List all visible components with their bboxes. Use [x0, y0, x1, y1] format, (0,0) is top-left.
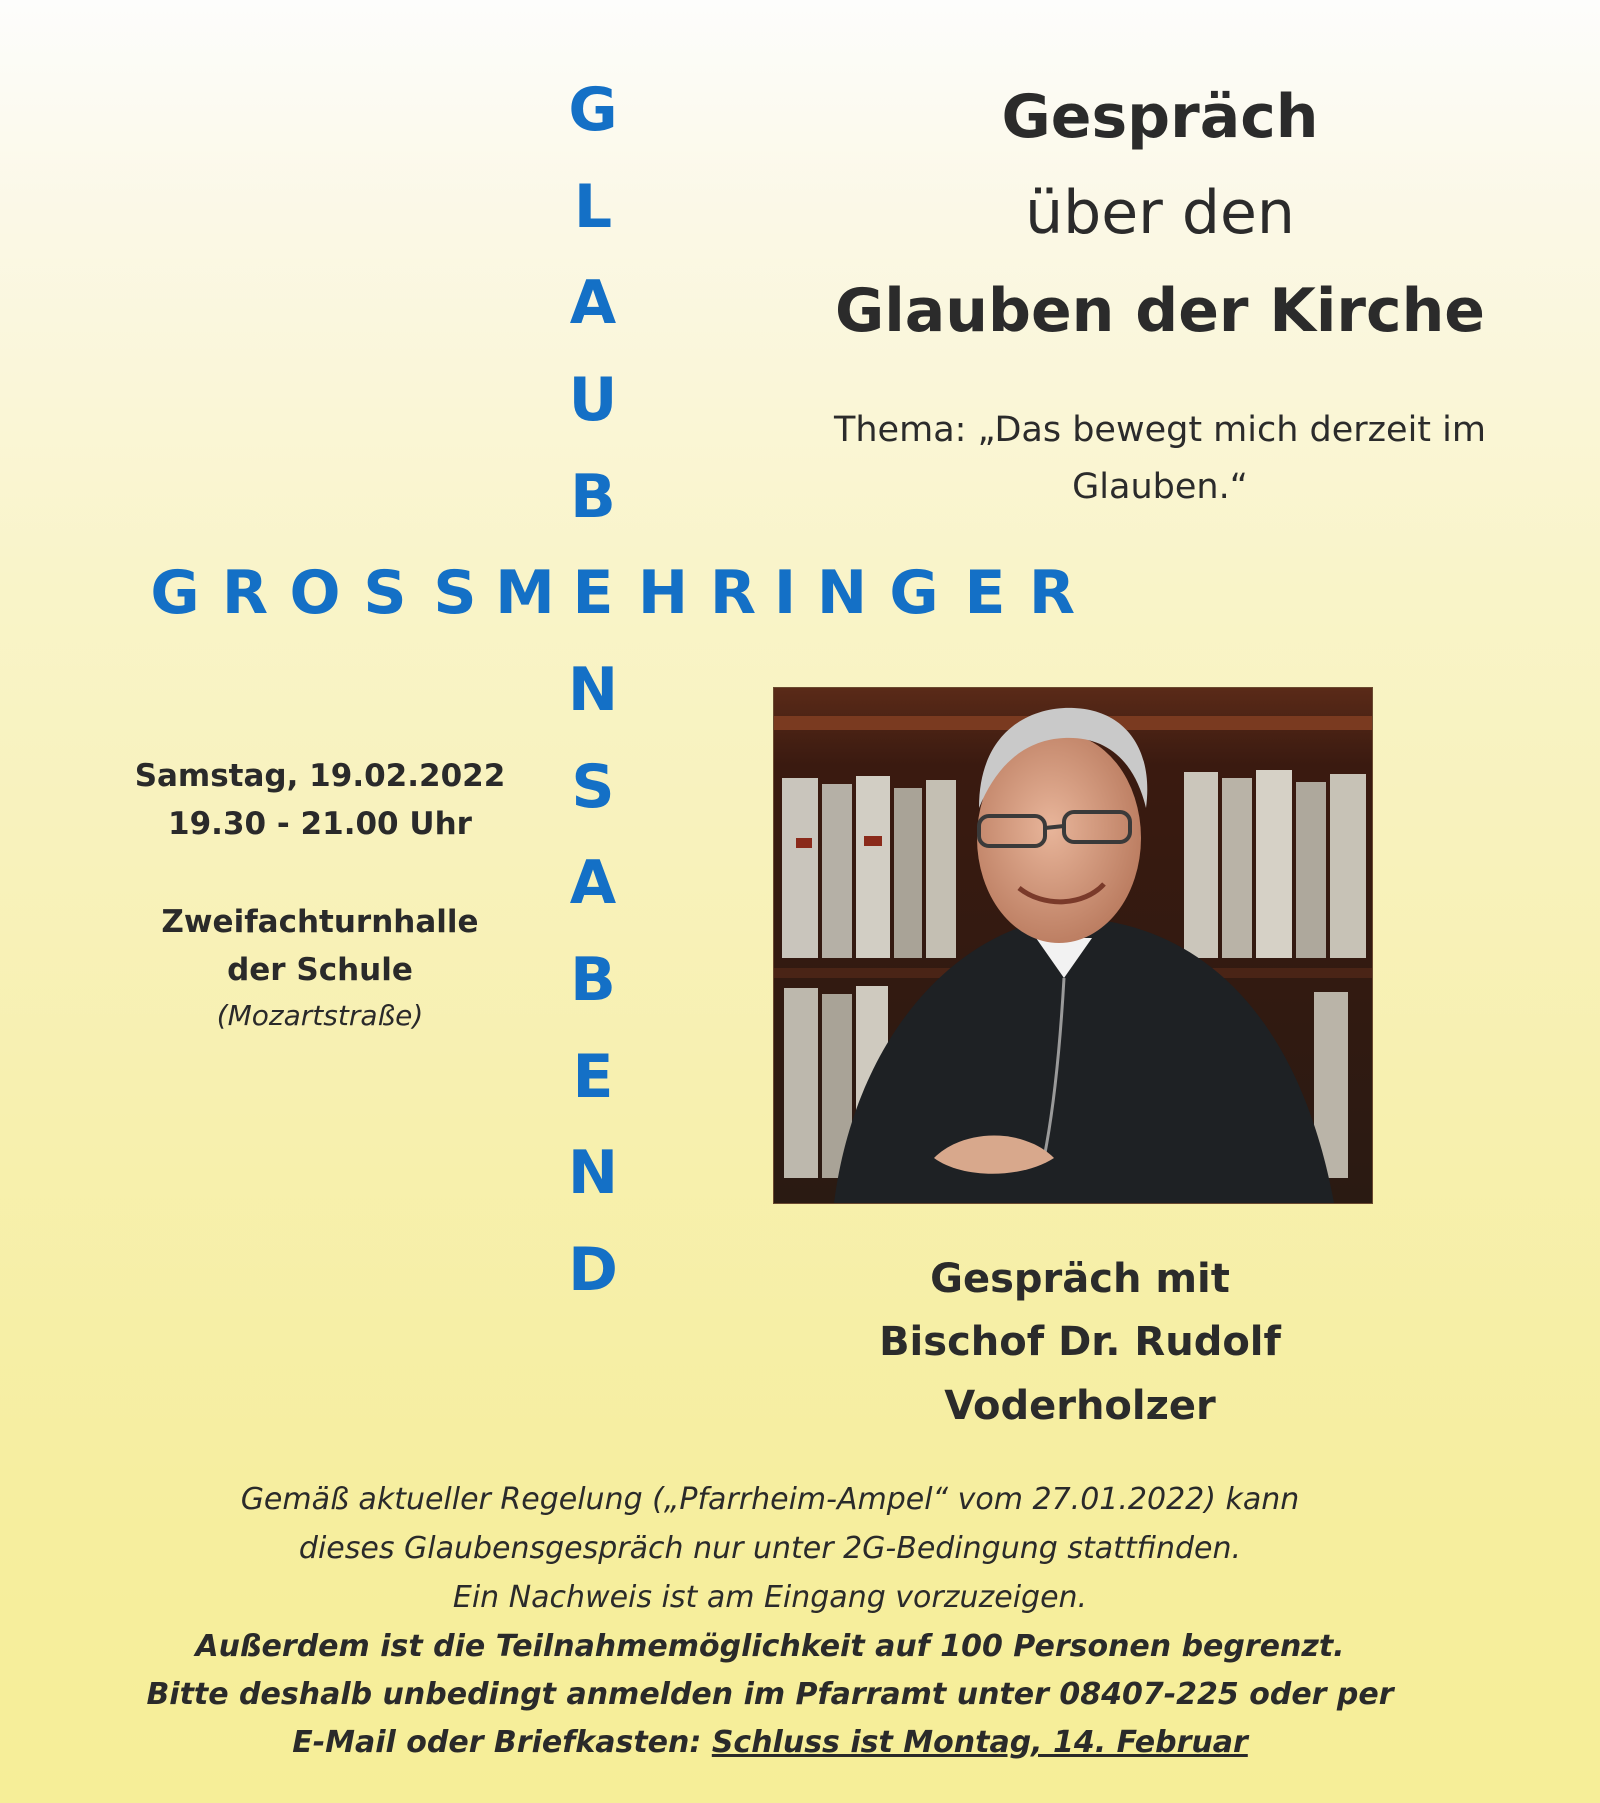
- notice-line-4: Außerdem ist die Teilnahmemöglichkeit auf 100 Personen begrenzt.: [195, 1629, 1345, 1664]
- vertical-letter: L: [573, 172, 613, 242]
- notice-line-3: Ein Nachweis ist am Eingang vorzuzeigen.: [452, 1580, 1088, 1615]
- horizontal-letter: E: [964, 558, 1006, 628]
- heading-line-2: über den: [1025, 178, 1295, 248]
- heading-line-3: Glauben der Kirche: [834, 276, 1485, 346]
- horizontal-letter: G: [150, 558, 200, 628]
- thema-text: [790, 402, 1530, 516]
- horizontal-letter: M: [495, 558, 555, 628]
- notice-line-5: Bitte deshalb unbedingt anmelden im Pfarramt unter 08407-225 oder per: [146, 1677, 1394, 1712]
- horizontal-letter: O: [289, 558, 341, 628]
- notice-line-2: dieses Glaubensgespräch nur unter 2G-Bedingung stattfinden.: [298, 1531, 1242, 1566]
- vertical-letter: U: [568, 365, 618, 435]
- notice-line-6: [120, 1718, 1420, 1767]
- vertical-letter: B: [570, 945, 616, 1015]
- thema-line-2: Glauben.“: [1072, 467, 1248, 507]
- vertical-letter: S: [571, 752, 615, 822]
- vertical-letter: G: [568, 75, 618, 145]
- horizontal-letter: I: [773, 558, 797, 628]
- speaker-portrait-illustration: [774, 688, 1372, 1203]
- event-street: (Mozartstraße): [216, 999, 424, 1032]
- speaker-line-2: Bischof Dr. Rudolf: [879, 1319, 1281, 1365]
- horizontal-letter: S: [433, 558, 477, 628]
- horizontal-letter: N: [816, 558, 868, 628]
- vertical-letter: N: [567, 1138, 619, 1208]
- horizontal-letter: H: [637, 558, 689, 628]
- speaker-line-3: Voderholzer: [944, 1383, 1216, 1429]
- event-venue-line-1: Zweifachturnhalle: [161, 904, 479, 940]
- vertical-letter: E: [572, 1042, 614, 1112]
- event-date: Samstag, 19.02.2022: [134, 758, 506, 794]
- horizontal-letter: R: [221, 558, 269, 628]
- speaker-line-1: Gespräch mit: [930, 1256, 1230, 1302]
- event-time: 19.30 - 21.00 Uhr: [168, 806, 472, 842]
- vertical-letter: A: [569, 848, 617, 918]
- vertical-letter: B: [570, 462, 616, 532]
- event-venue-line-2: der Schule: [227, 952, 413, 988]
- heading-line-1: Gespräch: [1001, 82, 1319, 152]
- horizontal-letter: S: [363, 558, 407, 628]
- horizontal-letter: R: [709, 558, 757, 628]
- thema-line-1: Thema: „Das bewegt mich derzeit im: [834, 410, 1486, 450]
- registration-deadline: Schluss ist Montag, 14. Februar: [711, 1725, 1248, 1760]
- notice-line-1: Gemäß aktueller Regelung („Pfarrheim-Ampel“ vom 27.01.2022) kann: [240, 1482, 1300, 1517]
- horizontal-letter: R: [1028, 558, 1076, 628]
- vertical-letter: N: [567, 655, 619, 725]
- speaker-photo: [773, 687, 1373, 1204]
- vertical-letter: D: [568, 1235, 618, 1305]
- horizontal-letter: G: [889, 558, 939, 628]
- notice-line-6-prefix: E-Mail oder Briefkasten:: [292, 1725, 712, 1760]
- vertical-letter-shared: E: [572, 558, 614, 628]
- vertical-letter: A: [569, 268, 617, 338]
